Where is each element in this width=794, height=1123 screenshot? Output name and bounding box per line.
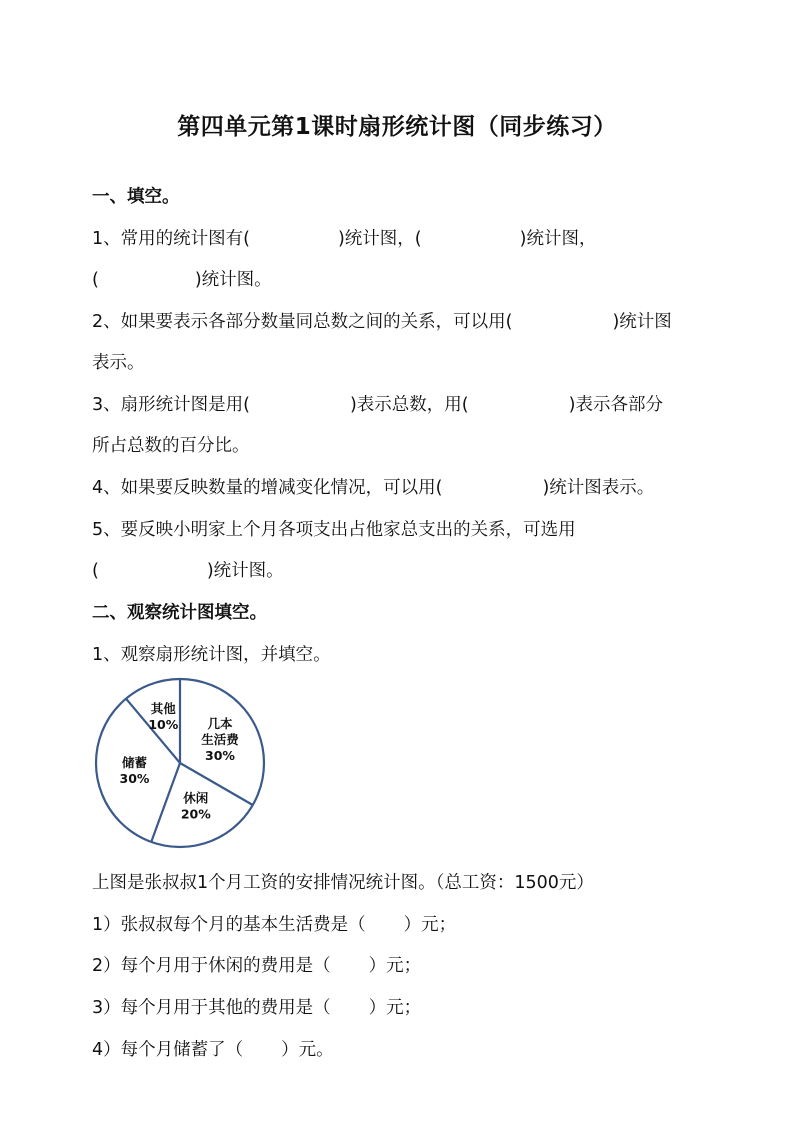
question-2-line2 bbox=[92, 349, 145, 374]
q5-text-a: 5、要反映小明家上个月各项支出占他家总支出的关系，可选用 bbox=[92, 520, 576, 540]
sub2-text-a: 2）每个月用于休闲的费用是（ bbox=[92, 956, 331, 976]
pie-slice-label: 休闲 bbox=[183, 790, 209, 806]
q4-text-b: )统计图表示。 bbox=[542, 478, 655, 498]
q3-text-a: 3、扇形统计图是用( bbox=[92, 395, 250, 415]
q1-text-a: 1、常用的统计图有( bbox=[92, 229, 250, 249]
question-3-line2 bbox=[92, 432, 250, 457]
section1-heading: 一、填空。 bbox=[92, 187, 180, 207]
sub-question-1 bbox=[92, 911, 456, 936]
sub-question-3 bbox=[92, 994, 421, 1019]
q5-text-b: ( bbox=[92, 561, 99, 581]
question-5-line2 bbox=[92, 557, 284, 582]
pie-slice-label: 30% bbox=[205, 747, 235, 763]
sub3-text-b: ）元； bbox=[368, 998, 422, 1018]
q4-text-a: 4、如果要反映数量的增减变化情况，可以用( bbox=[92, 478, 443, 498]
q2-text-a: 2、如果要表示各部分数量同总数之间的关系，可以用( bbox=[92, 312, 513, 332]
sub-question-4 bbox=[92, 1036, 334, 1061]
sub3-text-a: 3）每个月用于其他的费用是（ bbox=[92, 998, 331, 1018]
pie-slice-label: 几本 bbox=[207, 715, 233, 731]
q5-text-c: )统计图。 bbox=[206, 561, 284, 581]
pie-slice-label: 生活费 bbox=[201, 731, 239, 747]
page-title: 第四单元第1课时扇形统计图（同步练习） bbox=[177, 114, 617, 140]
q1-text-b: )统计图，( bbox=[337, 229, 422, 249]
section2-question-1: 1、观察扇形统计图，并填空。 bbox=[92, 645, 331, 665]
sub-question-2 bbox=[92, 952, 421, 977]
question-5-line1 bbox=[92, 516, 576, 541]
chart-caption: 上图是张叔叔1个月工资的安排情况统计图。（总工资：1500元） bbox=[92, 873, 594, 893]
question-2-line1 bbox=[92, 308, 672, 333]
question-3-line1 bbox=[92, 391, 663, 416]
q3-text-d: 所占总数的百分比。 bbox=[92, 436, 250, 456]
question-1-line1 bbox=[92, 225, 596, 250]
q1-text-c: )统计图， bbox=[519, 229, 597, 249]
sub2-text-b: ）元； bbox=[368, 956, 422, 976]
q2-text-c: 表示。 bbox=[92, 353, 145, 373]
q2-text-b: )统计图 bbox=[612, 312, 672, 332]
q1-text-d: ( bbox=[92, 270, 99, 290]
pie-slice-label: 10% bbox=[148, 717, 179, 733]
section2-heading: 二、观察统计图填空。 bbox=[92, 603, 267, 623]
sub1-text-a: 1）张叔叔每个月的基本生活费是（ bbox=[92, 915, 366, 935]
sub4-text-a: 4）每个月储蓄了（ bbox=[92, 1040, 244, 1060]
pie-slice-label: 20% bbox=[180, 806, 211, 822]
q3-text-c: )表示各部分 bbox=[568, 395, 663, 415]
sub4-text-b: ）元。 bbox=[281, 1040, 334, 1060]
pie-chart bbox=[92, 675, 268, 851]
pie-slice-label: 30% bbox=[119, 771, 150, 786]
question-1-line2 bbox=[92, 266, 272, 291]
q3-text-b: )表示总数，用( bbox=[349, 395, 469, 415]
q1-text-e: )统计图。 bbox=[194, 270, 272, 290]
pie-slice-label: 其他 bbox=[150, 701, 176, 717]
sub1-text-b: ）元； bbox=[403, 915, 457, 935]
question-4-line bbox=[92, 474, 654, 499]
pie-slice-label: 储蓄 bbox=[121, 755, 148, 770]
